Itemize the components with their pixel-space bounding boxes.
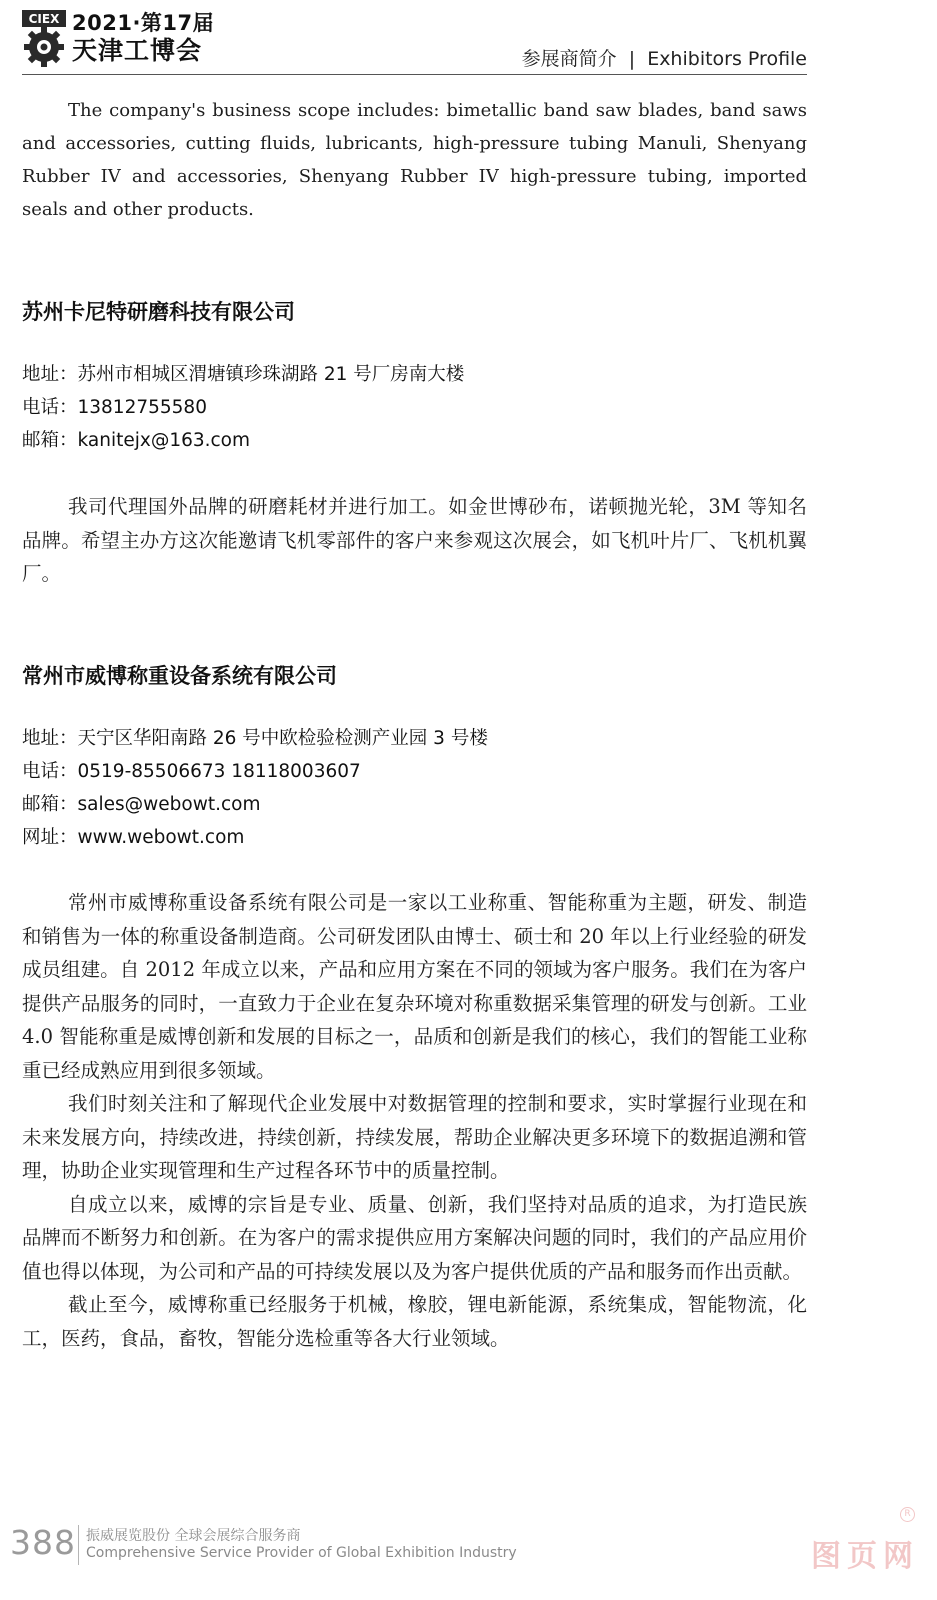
section-title: [522, 44, 807, 71]
intro-paragraph: The company's business scope includes: bimetallic band saw blades, band saws and accessories, cutting fluids, lubricants, high-pressure tubing Manuli, Shenyang Rubber IV and accessories, Shenyang Rubber IV high-pressure tubing, imported seals and other products.: [22, 100, 807, 220]
company-1-description: 我司代理国外品牌的研磨耗材并进行加工。如金世博砂布，诺顿抛光轮，3M 等知名品牌。希望主办方这次能邀请飞机零部件的客户来参观这次展会，如飞机叶片厂、飞机机翼厂。: [22, 495, 807, 585]
section-title-en: Exhibitors Profile: [647, 48, 807, 70]
company-1-name: 苏州卡尼特研磨科技有限公司: [22, 300, 295, 324]
company-2-paragraph: 常州市威博称重设备系统有限公司是一家以工业称重、智能称重为主题，研发、制造和销售为一体的称重设备制造商。公司研发团队由博士、硕士和 20 年以上行业经验的研发成员组建。自 2012 年成立以来，产品和应用方案在不同的领域为客户服务。我们在为客户提供产品服务的同时，一直致力于企业在复杂环境对称重数据采集管理的研发与创新。工业 4.0 智能称重是威博创新和发展的目标之一，品质和创新是我们的核心，我们的智能工业称重已经成熟应用到很多领域。: [22, 891, 807, 1082]
company-1-contact: [22, 358, 464, 457]
logo-badge-text: CIEX: [28, 12, 60, 26]
company-1-address: 地址：苏州市相城区渭塘镇珍珠湖路 21 号厂房南大楼: [22, 364, 465, 385]
company-1-email: 邮箱：kanitejx@163.com: [22, 430, 251, 451]
logo-year: 2021·第17届: [72, 11, 215, 35]
company-2-email: 邮箱：sales@webowt.com: [22, 794, 261, 815]
registered-mark-icon: R: [900, 1507, 915, 1522]
logo-name: 天津工博会: [72, 36, 203, 65]
section-title-cn: 参展商简介: [521, 48, 617, 70]
ciex-logo: [22, 10, 66, 68]
page-header: [22, 10, 807, 70]
logo-title: [72, 10, 214, 66]
company-2-name: 常州市威博称重设备系统有限公司: [22, 664, 337, 688]
company-2-paragraph: 截止至今，威博称重已经服务于机械，橡胶，锂电新能源，系统集成，智能物流，化工，医药，食品，畜牧，智能分选检重等各大行业领域。: [22, 1293, 807, 1350]
company-2-address: 地址：天宁区华阳南路 26 号中欧检验检测产业园 3 号楼: [22, 728, 488, 749]
gear-icon: [22, 10, 66, 68]
footer-tagline-cn: 振威展览股份 全球会展综合服务商: [86, 1528, 301, 1544]
page-footer: [0, 1509, 937, 1600]
page-number: 388: [10, 1523, 76, 1562]
company-2-paragraph: 自成立以来，威博的宗旨是专业、质量、创新，我们坚持对品质的追求，为打造民族品牌而不断努力和创新。在为客户的需求提供应用方案解决问题的同时，我们的产品应用价值也得以体现，为公司和产品的可持续发展以及为客户提供优质的产品和服务而作出贡献。: [22, 1192, 807, 1283]
company-2-contact: [22, 722, 488, 854]
company-1-phone: 电话：13812755580: [22, 397, 207, 418]
company-2-paragraph: 我们时刻关注和了解现代企业发展中对数据管理的控制和要求，实时掌握行业现在和未来发展方向，持续改进，持续创新，持续发展，帮助企业解决更多环境下的数据追溯和管理，协助企业实现管理和生产过程各环节中的质量控制。: [22, 1092, 807, 1182]
company-2-description: [22, 886, 807, 1355]
watermark: 图页网: [811, 1539, 919, 1574]
footer-tagline-en: Comprehensive Service Provider of Global Exhibition Industry: [86, 1545, 517, 1561]
footer-divider: [78, 1525, 79, 1565]
section-title-separator: |: [628, 48, 636, 70]
header-divider: [22, 74, 807, 75]
company-2-phone: 电话：0519-85506673 18118003607: [22, 761, 361, 782]
company-2-website: 网址：www.webowt.com: [22, 827, 245, 848]
